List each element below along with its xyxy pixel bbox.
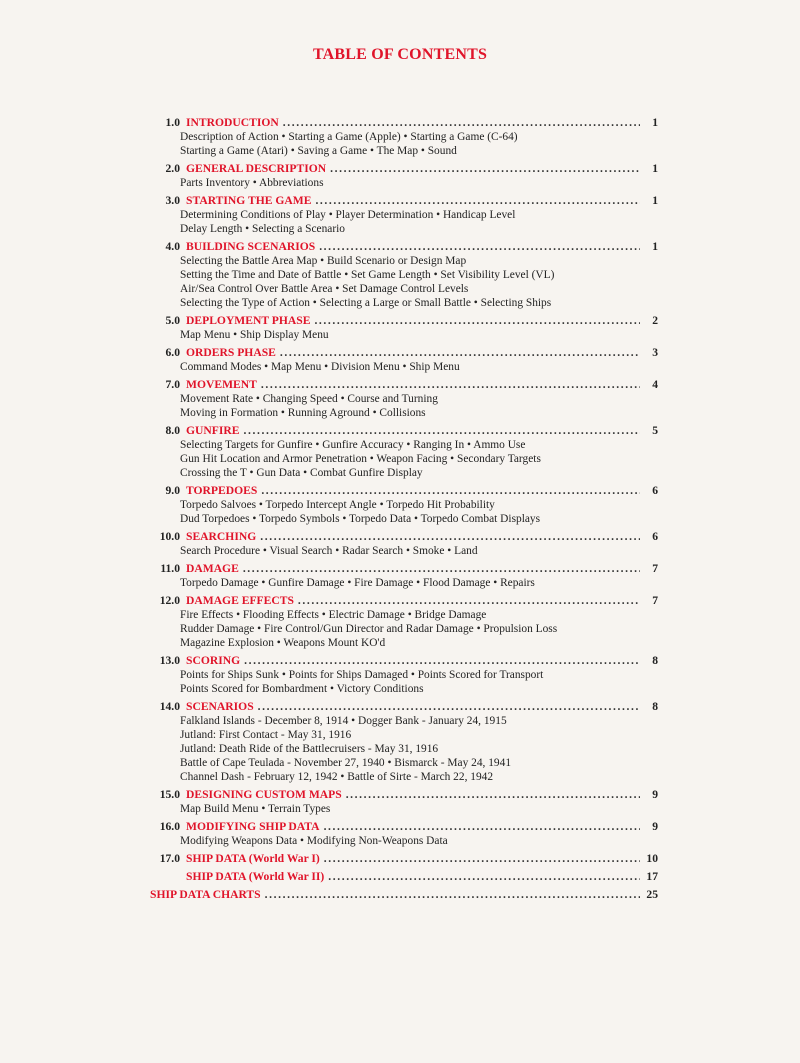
toc-entry[interactable]: [150, 870, 658, 884]
subtopic-line: Points Scored for Bombardment • Victory Conditions: [180, 683, 424, 695]
section-title-link[interactable]: TORPEDOES: [186, 484, 258, 497]
dot-leader: [346, 788, 640, 802]
subtopic-line: Gun Hit Location and Armor Penetration • Weapon Facing • Secondary Targets: [180, 453, 541, 465]
toc-entry[interactable]: [150, 700, 658, 784]
subtopic-line: Moving in Formation • Running Aground • Collisions: [180, 407, 426, 419]
subtopic-line: Channel Dash - February 12, 1942 • Battle of Sirte - March 22, 1942: [180, 771, 494, 783]
subtopic-line: Air/Sea Control Over Battle Area • Set Damage Control Levels: [180, 283, 469, 295]
toc-entry-heading[interactable]: [150, 424, 658, 438]
section-number: 14.0: [159, 700, 180, 713]
subtopic-line: Delay Length • Selecting a Scenario: [180, 223, 345, 235]
page-number: 1: [652, 194, 658, 207]
toc-entry[interactable]: [150, 378, 658, 420]
section-title-link[interactable]: SHIP DATA (World War II): [186, 870, 325, 883]
subtopic-line: Determining Conditions of Play • Player Determination • Handicap Level: [180, 209, 516, 221]
toc-entry[interactable]: [150, 594, 658, 650]
toc-entry-heading[interactable]: [150, 194, 658, 208]
subtopic-line: Description of Action • Starting a Game (Apple) • Starting a Game (C-64): [180, 131, 518, 143]
dot-leader: [283, 116, 640, 130]
toc-entry[interactable]: [150, 162, 658, 190]
section-title-link[interactable]: SCENARIOS: [186, 700, 254, 713]
section-number: 8.0: [165, 424, 180, 437]
page-title: TABLE OF CONTENTS: [312, 46, 488, 63]
page-number: 8: [652, 700, 658, 713]
dot-leader: [280, 346, 640, 360]
subtopic-line: Dud Torpedoes • Torpedo Symbols • Torpedo Data • Torpedo Combat Displays: [180, 513, 541, 525]
page-number: 1: [652, 162, 658, 175]
section-title-link[interactable]: SHIP DATA CHARTS: [150, 888, 261, 901]
subtopic-line: Jutland: Death Ride of the Battlecruisers - May 31, 1916: [180, 743, 439, 755]
dot-leader: [315, 194, 640, 208]
section-number: 5.0: [165, 314, 180, 327]
section-number: 3.0: [165, 194, 180, 207]
page-number: 4: [652, 378, 658, 391]
dot-leader: [330, 162, 640, 176]
page-number: 5: [652, 424, 658, 437]
toc-entry[interactable]: [150, 240, 658, 310]
section-title-link[interactable]: STARTING THE GAME: [186, 194, 312, 207]
section-number: 13.0: [159, 654, 180, 667]
section-title-link[interactable]: MOVEMENT: [186, 378, 257, 391]
page-number: 10: [646, 852, 658, 865]
section-number: 15.0: [159, 788, 180, 801]
toc-entry[interactable]: [150, 654, 658, 696]
toc-entry-heading[interactable]: [150, 162, 658, 176]
subtopic-line: Fire Effects • Flooding Effects • Electric Damage • Bridge Damage: [180, 609, 487, 621]
toc-entry-heading[interactable]: [150, 562, 658, 576]
subtopic-line: Selecting the Battle Area Map • Build Scenario or Design Map: [180, 255, 467, 267]
page-number: 9: [652, 820, 658, 833]
dot-leader: [324, 852, 640, 866]
section-title-link[interactable]: SCORING: [186, 654, 241, 667]
subtopic-line: Falkland Islands - December 8, 1914 • Dogger Bank - January 24, 1915: [180, 715, 507, 727]
subtopic-line: Points for Ships Sunk • Points for Ships Damaged • Points Scored for Transport: [180, 669, 544, 681]
dot-leader: [328, 870, 640, 884]
subtopic-line: Setting the Time and Date of Battle • Set Game Length • Set Visibility Level (VL): [180, 269, 555, 281]
toc-entry-heading[interactable]: [150, 484, 658, 498]
subtopic-line: Magazine Explosion • Weapons Mount KO'd: [180, 637, 386, 649]
section-title-link[interactable]: GENERAL DESCRIPTION: [186, 162, 327, 175]
toc-entry[interactable]: [150, 852, 658, 866]
dot-leader: [298, 594, 640, 608]
section-title-link[interactable]: DEPLOYMENT PHASE: [186, 314, 311, 327]
section-number: 1.0: [165, 116, 180, 129]
page-number: 1: [652, 240, 658, 253]
section-title-link[interactable]: DAMAGE EFFECTS: [186, 594, 294, 607]
subtopic-line: Jutland: First Contact - May 31, 1916: [180, 729, 352, 741]
section-title-link[interactable]: ORDERS PHASE: [186, 346, 276, 359]
toc-entry-heading[interactable]: [150, 594, 658, 608]
toc-entry[interactable]: [150, 424, 658, 480]
dot-leader: [314, 314, 640, 328]
page-number: 6: [652, 530, 658, 543]
section-number: 9.0: [165, 484, 180, 497]
section-number: 12.0: [159, 594, 180, 607]
section-title-link[interactable]: MODIFYING SHIP DATA: [186, 820, 320, 833]
toc-entry-heading[interactable]: [150, 116, 658, 130]
toc-entry[interactable]: [150, 788, 658, 816]
toc-entry-heading[interactable]: [150, 240, 658, 254]
subtopic-line: Parts Inventory • Abbreviations: [180, 177, 324, 189]
toc-entry-heading[interactable]: [150, 654, 658, 668]
toc-entry[interactable]: [150, 888, 658, 902]
subtopic-line: Map Build Menu • Terrain Types: [180, 803, 331, 815]
page-number: 17: [646, 870, 658, 883]
section-title-link[interactable]: SHIP DATA (World War I): [186, 852, 320, 865]
section-title-link[interactable]: SEARCHING: [186, 530, 257, 543]
toc-entry[interactable]: [150, 194, 658, 236]
subtopic-line: Rudder Damage • Fire Control/Gun Director and Radar Damage • Propulsion Loss: [180, 623, 558, 635]
section-title-link[interactable]: DESIGNING CUSTOM MAPS: [186, 788, 342, 801]
section-number: 7.0: [165, 378, 180, 391]
dot-leader: [243, 424, 640, 438]
dot-leader: [243, 562, 640, 576]
toc-entry-heading[interactable]: [150, 346, 658, 360]
toc-entry-heading[interactable]: [150, 870, 658, 884]
dot-leader: [261, 484, 640, 498]
section-title-link[interactable]: INTRODUCTION: [186, 116, 279, 129]
dot-leader: [265, 888, 640, 902]
toc-entry[interactable]: [150, 820, 658, 848]
subtopic-line: Torpedo Salvoes • Torpedo Intercept Angle • Torpedo Hit Probability: [180, 499, 495, 511]
section-title-link[interactable]: GUNFIRE: [186, 424, 240, 437]
subtopic-line: Starting a Game (Atari) • Saving a Game • The Map • Sound: [180, 145, 457, 157]
page-number: 7: [652, 562, 658, 575]
section-number: 10.0: [159, 530, 180, 543]
section-number: 17.0: [159, 852, 180, 865]
page-number: 7: [652, 594, 658, 607]
page-number: 25: [646, 888, 658, 901]
page-number: 9: [652, 788, 658, 801]
dot-leader: [258, 700, 640, 714]
section-title-link[interactable]: DAMAGE: [186, 562, 239, 575]
toc-entry[interactable]: [150, 116, 658, 158]
toc-entry[interactable]: [150, 346, 658, 374]
section-number: 2.0: [165, 162, 180, 175]
subtopic-line: Search Procedure • Visual Search • Radar Search • Smoke • Land: [180, 545, 478, 557]
toc-entry-heading[interactable]: [150, 788, 658, 802]
toc-entry-heading[interactable]: [150, 852, 658, 866]
page-number: 3: [652, 346, 658, 359]
section-number: 6.0: [165, 346, 180, 359]
toc-entry-heading[interactable]: [150, 530, 658, 544]
toc-list: [150, 116, 658, 906]
toc-entry-heading[interactable]: [150, 888, 658, 902]
toc-entry[interactable]: [150, 484, 658, 526]
toc-entry-heading[interactable]: [150, 314, 658, 328]
toc-entry[interactable]: [150, 562, 658, 590]
section-number: 16.0: [159, 820, 180, 833]
subtopic-line: Torpedo Damage • Gunfire Damage • Fire Damage • Flood Damage • Repairs: [180, 577, 535, 589]
dot-leader: [261, 378, 640, 392]
page-number: 1: [652, 116, 658, 129]
page-number: 8: [652, 654, 658, 667]
subtopic-line: Modifying Weapons Data • Modifying Non-Weapons Data: [180, 835, 448, 847]
dot-leader: [244, 654, 640, 668]
toc-entry-heading[interactable]: [150, 820, 658, 834]
toc-entry[interactable]: [150, 314, 658, 342]
page-number: 6: [652, 484, 658, 497]
section-title-link[interactable]: BUILDING SCENARIOS: [186, 240, 316, 253]
dot-leader: [319, 240, 640, 254]
subtopic-line: Battle of Cape Teulada - November 27, 1940 • Bismarck - May 24, 1941: [180, 757, 512, 769]
section-number: 4.0: [165, 240, 180, 253]
toc-entry-heading[interactable]: [150, 700, 658, 714]
subtopic-line: Crossing the T • Gun Data • Combat Gunfire Display: [180, 467, 423, 479]
subtopic-line: Map Menu • Ship Display Menu: [180, 329, 329, 341]
subtopic-line: Selecting Targets for Gunfire • Gunfire Accuracy • Ranging In • Ammo Use: [180, 439, 526, 451]
toc-entry[interactable]: [150, 530, 658, 558]
page-number: 2: [652, 314, 658, 327]
dot-leader: [260, 530, 640, 544]
section-number: 11.0: [160, 562, 180, 575]
subtopic-line: Selecting the Type of Action • Selecting a Large or Small Battle • Selecting Ships: [180, 297, 552, 309]
subtopic-line: Movement Rate • Changing Speed • Course and Turning: [180, 393, 438, 405]
subtopic-line: Command Modes • Map Menu • Division Menu • Ship Menu: [180, 361, 460, 373]
toc-entry-heading[interactable]: [150, 378, 658, 392]
dot-leader: [324, 820, 640, 834]
